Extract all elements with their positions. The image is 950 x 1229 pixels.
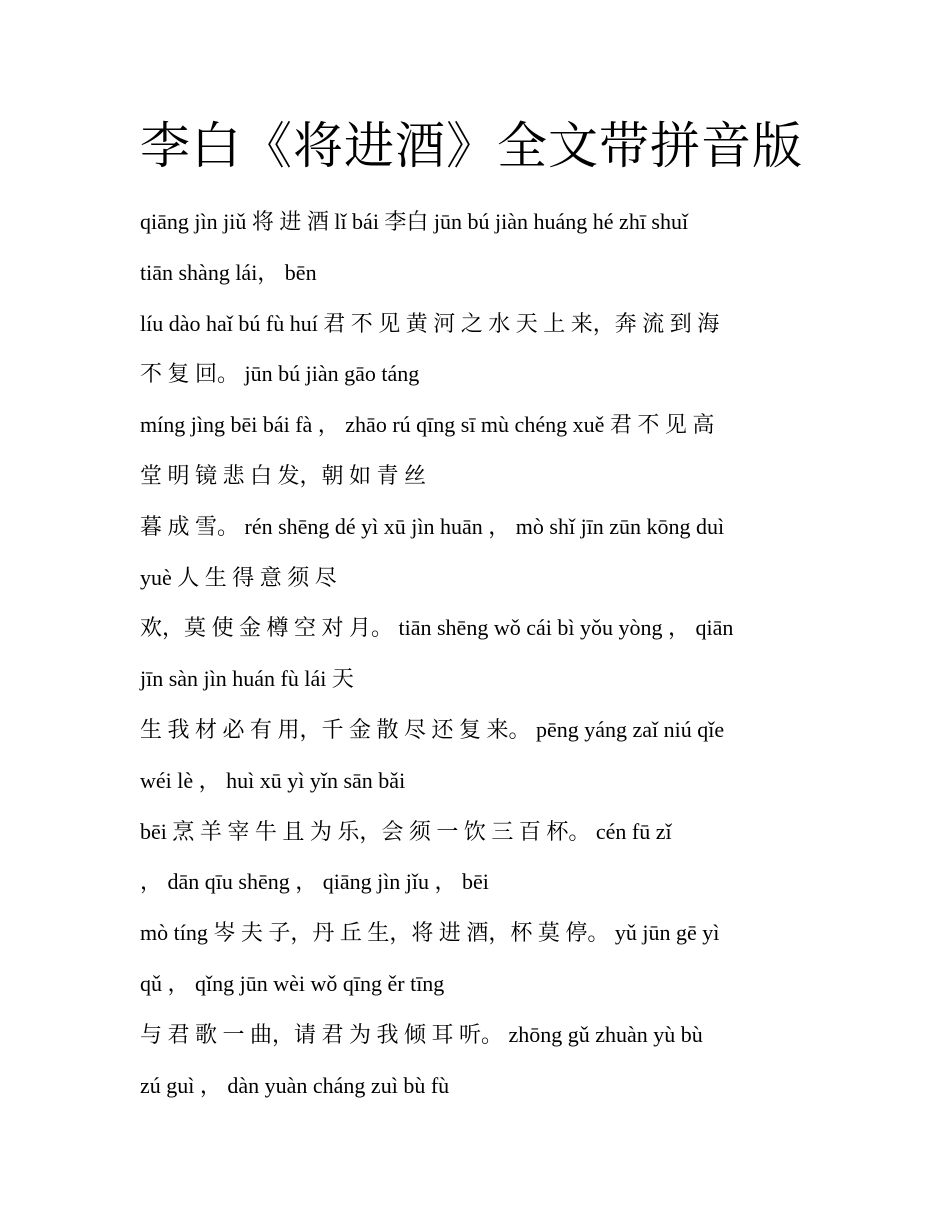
poem-body	[140, 197, 820, 1111]
text-line: qiāng jìn jiǔ 将 进 酒 lǐ bái 李白 jūn bú jiàn huáng hé zhī shuǐ	[140, 209, 689, 234]
text-line: tiān shàng lái， bēn	[140, 259, 317, 285]
text-line: zú guì ， dàn yuàn cháng zuì bù fù	[140, 1072, 450, 1098]
text-line: wéi lè ， huì xū yì yǐn sān bǎi	[140, 767, 406, 793]
document-title: 李白《将进酒》全文带拼音版	[140, 117, 803, 175]
text-line: mò tíng 岑 夫 子，丹 丘 生，将 进 酒，杯 莫 停。 yǔ jūn gē yì	[140, 920, 720, 946]
text-line: líu dào haǐ bú fù huí 君 不 见 黄 河 之 水 天 上 来，奔 流 到 海	[140, 310, 720, 336]
text-line: 暮 成 雪。 rén shēng dé yì xū jìn huān ， mò shǐ jīn zūn kōng duì	[140, 513, 725, 539]
text-line: 堂 明 镜 悲 白 发，朝 如 青 丝	[140, 462, 427, 488]
text-line: ， dān qīu shēng ， qiāng jìn jǐu ， bēi	[140, 869, 489, 895]
text-line: qǔ ， qǐng jūn wèi wǒ qīng ěr tīng	[140, 970, 445, 996]
text-line: yuè 人 生 得 意 须 尽	[140, 564, 337, 590]
text-line: 欢，莫 使 金 樽 空 对 月。 tiān shēng wǒ cái bì yǒu yòng ， qiān	[140, 615, 734, 641]
text-line: 与 君 歌 一 曲，请 君 为 我 倾 耳 听。 zhōng gǔ zhuàn yù bù	[140, 1021, 703, 1047]
text-line: 不 复 回。 jūn bú jiàn gāo táng	[140, 361, 420, 387]
text-line: jīn sàn jìn huán fù lái 天	[140, 666, 354, 692]
text-line: 生 我 材 必 有 用，千 金 散 尽 还 复 来。 pēng yáng zaǐ niú qǐe	[140, 716, 725, 742]
text-line: míng jìng bēi bái fà ， zhāo rú qīng sī mù chéng xuě 君 不 见 高	[140, 412, 715, 438]
text-line: bēi 烹 羊 宰 牛 且 为 乐，会 须 一 饮 三 百 杯。 cén fū zǐ	[140, 818, 672, 844]
